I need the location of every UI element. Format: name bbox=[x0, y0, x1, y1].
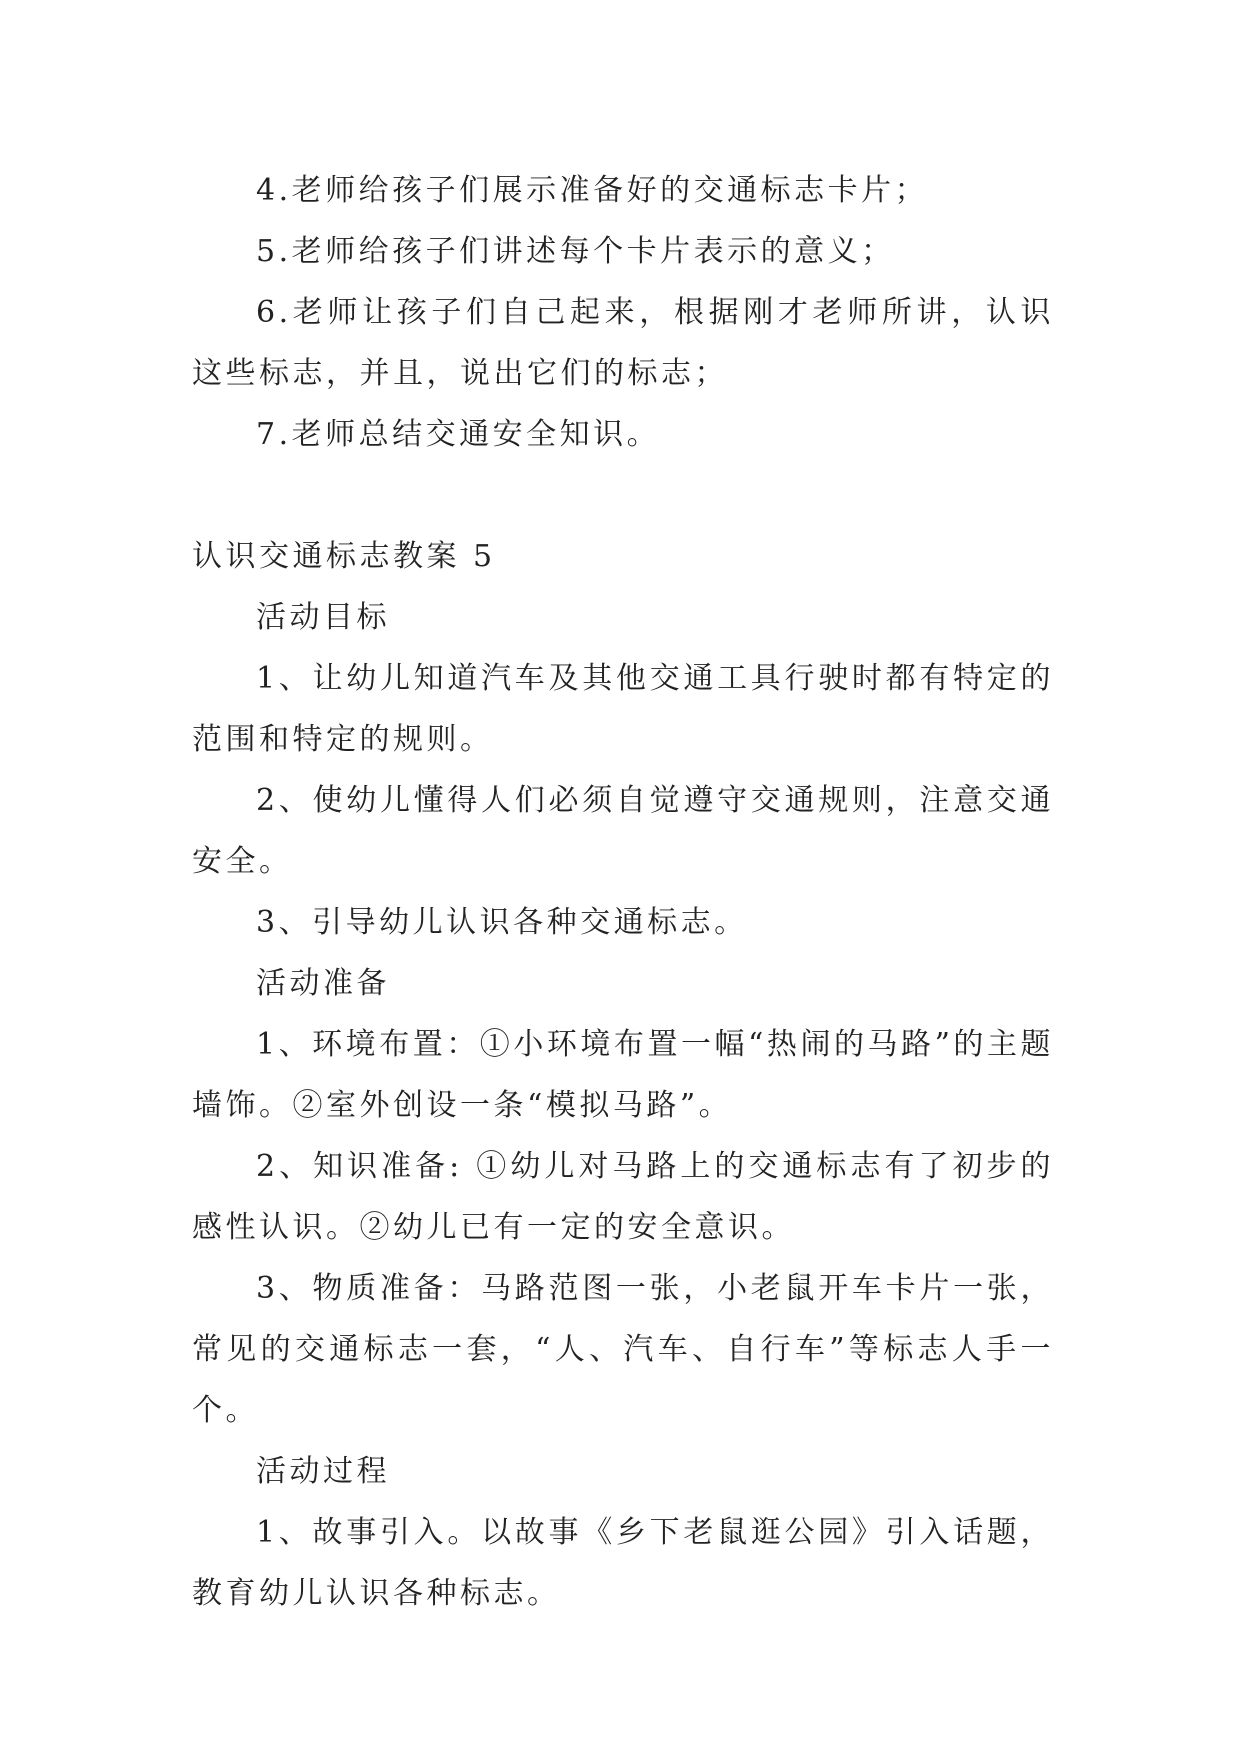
paragraph-step-6: 6.老师让孩子们自己起来，根据刚才老师所讲，认识这些标志，并且，说出它们的标志； bbox=[192, 295, 1054, 391]
paragraph-step-4: 4.老师给孩子们展示准备好的交通标志卡片； bbox=[256, 173, 929, 208]
goal-item-3: 3、引导幼儿认识各种交通标志。 bbox=[256, 905, 748, 940]
goal-item-1: 1、让幼儿知道汽车及其他交通工具行驶时都有特定的范围和特定的规则。 bbox=[192, 661, 1054, 757]
prep-item-1: 1、环境布置：①小环境布置一幅“热闹的马路”的主题墙饰。②室外创设一条“模拟马路”。 bbox=[192, 1027, 1054, 1123]
prep-heading: 活动准备 bbox=[256, 966, 390, 1001]
goal-item-2: 2、使幼儿懂得人们必须自觉遵守交通规则，注意交通安全。 bbox=[192, 783, 1054, 879]
paragraph-step-7: 7.老师总结交通安全知识。 bbox=[256, 417, 661, 452]
section-title: 认识交通标志教案 5 bbox=[192, 539, 496, 574]
process-item-1: 1、故事引入。以故事《乡下老鼠逛公园》引入话题，教育幼儿认识各种标志。 bbox=[192, 1515, 1054, 1611]
process-heading: 活动过程 bbox=[256, 1454, 390, 1489]
goal-heading: 活动目标 bbox=[256, 600, 390, 635]
paragraph-step-5: 5.老师给孩子们讲述每个卡片表示的意义； bbox=[256, 234, 895, 269]
prep-item-2: 2、知识准备: ①幼儿对马路上的交通标志有了初步的感性认识。②幼儿已有一定的安全意识。 bbox=[192, 1149, 1054, 1245]
prep-item-3: 3、物质准备：马路范图一张，小老鼠开车卡片一张，常见的交通标志一套，“人、汽车、自行车”等标志人手一个。 bbox=[192, 1271, 1054, 1428]
document-body bbox=[192, 160, 1054, 1624]
